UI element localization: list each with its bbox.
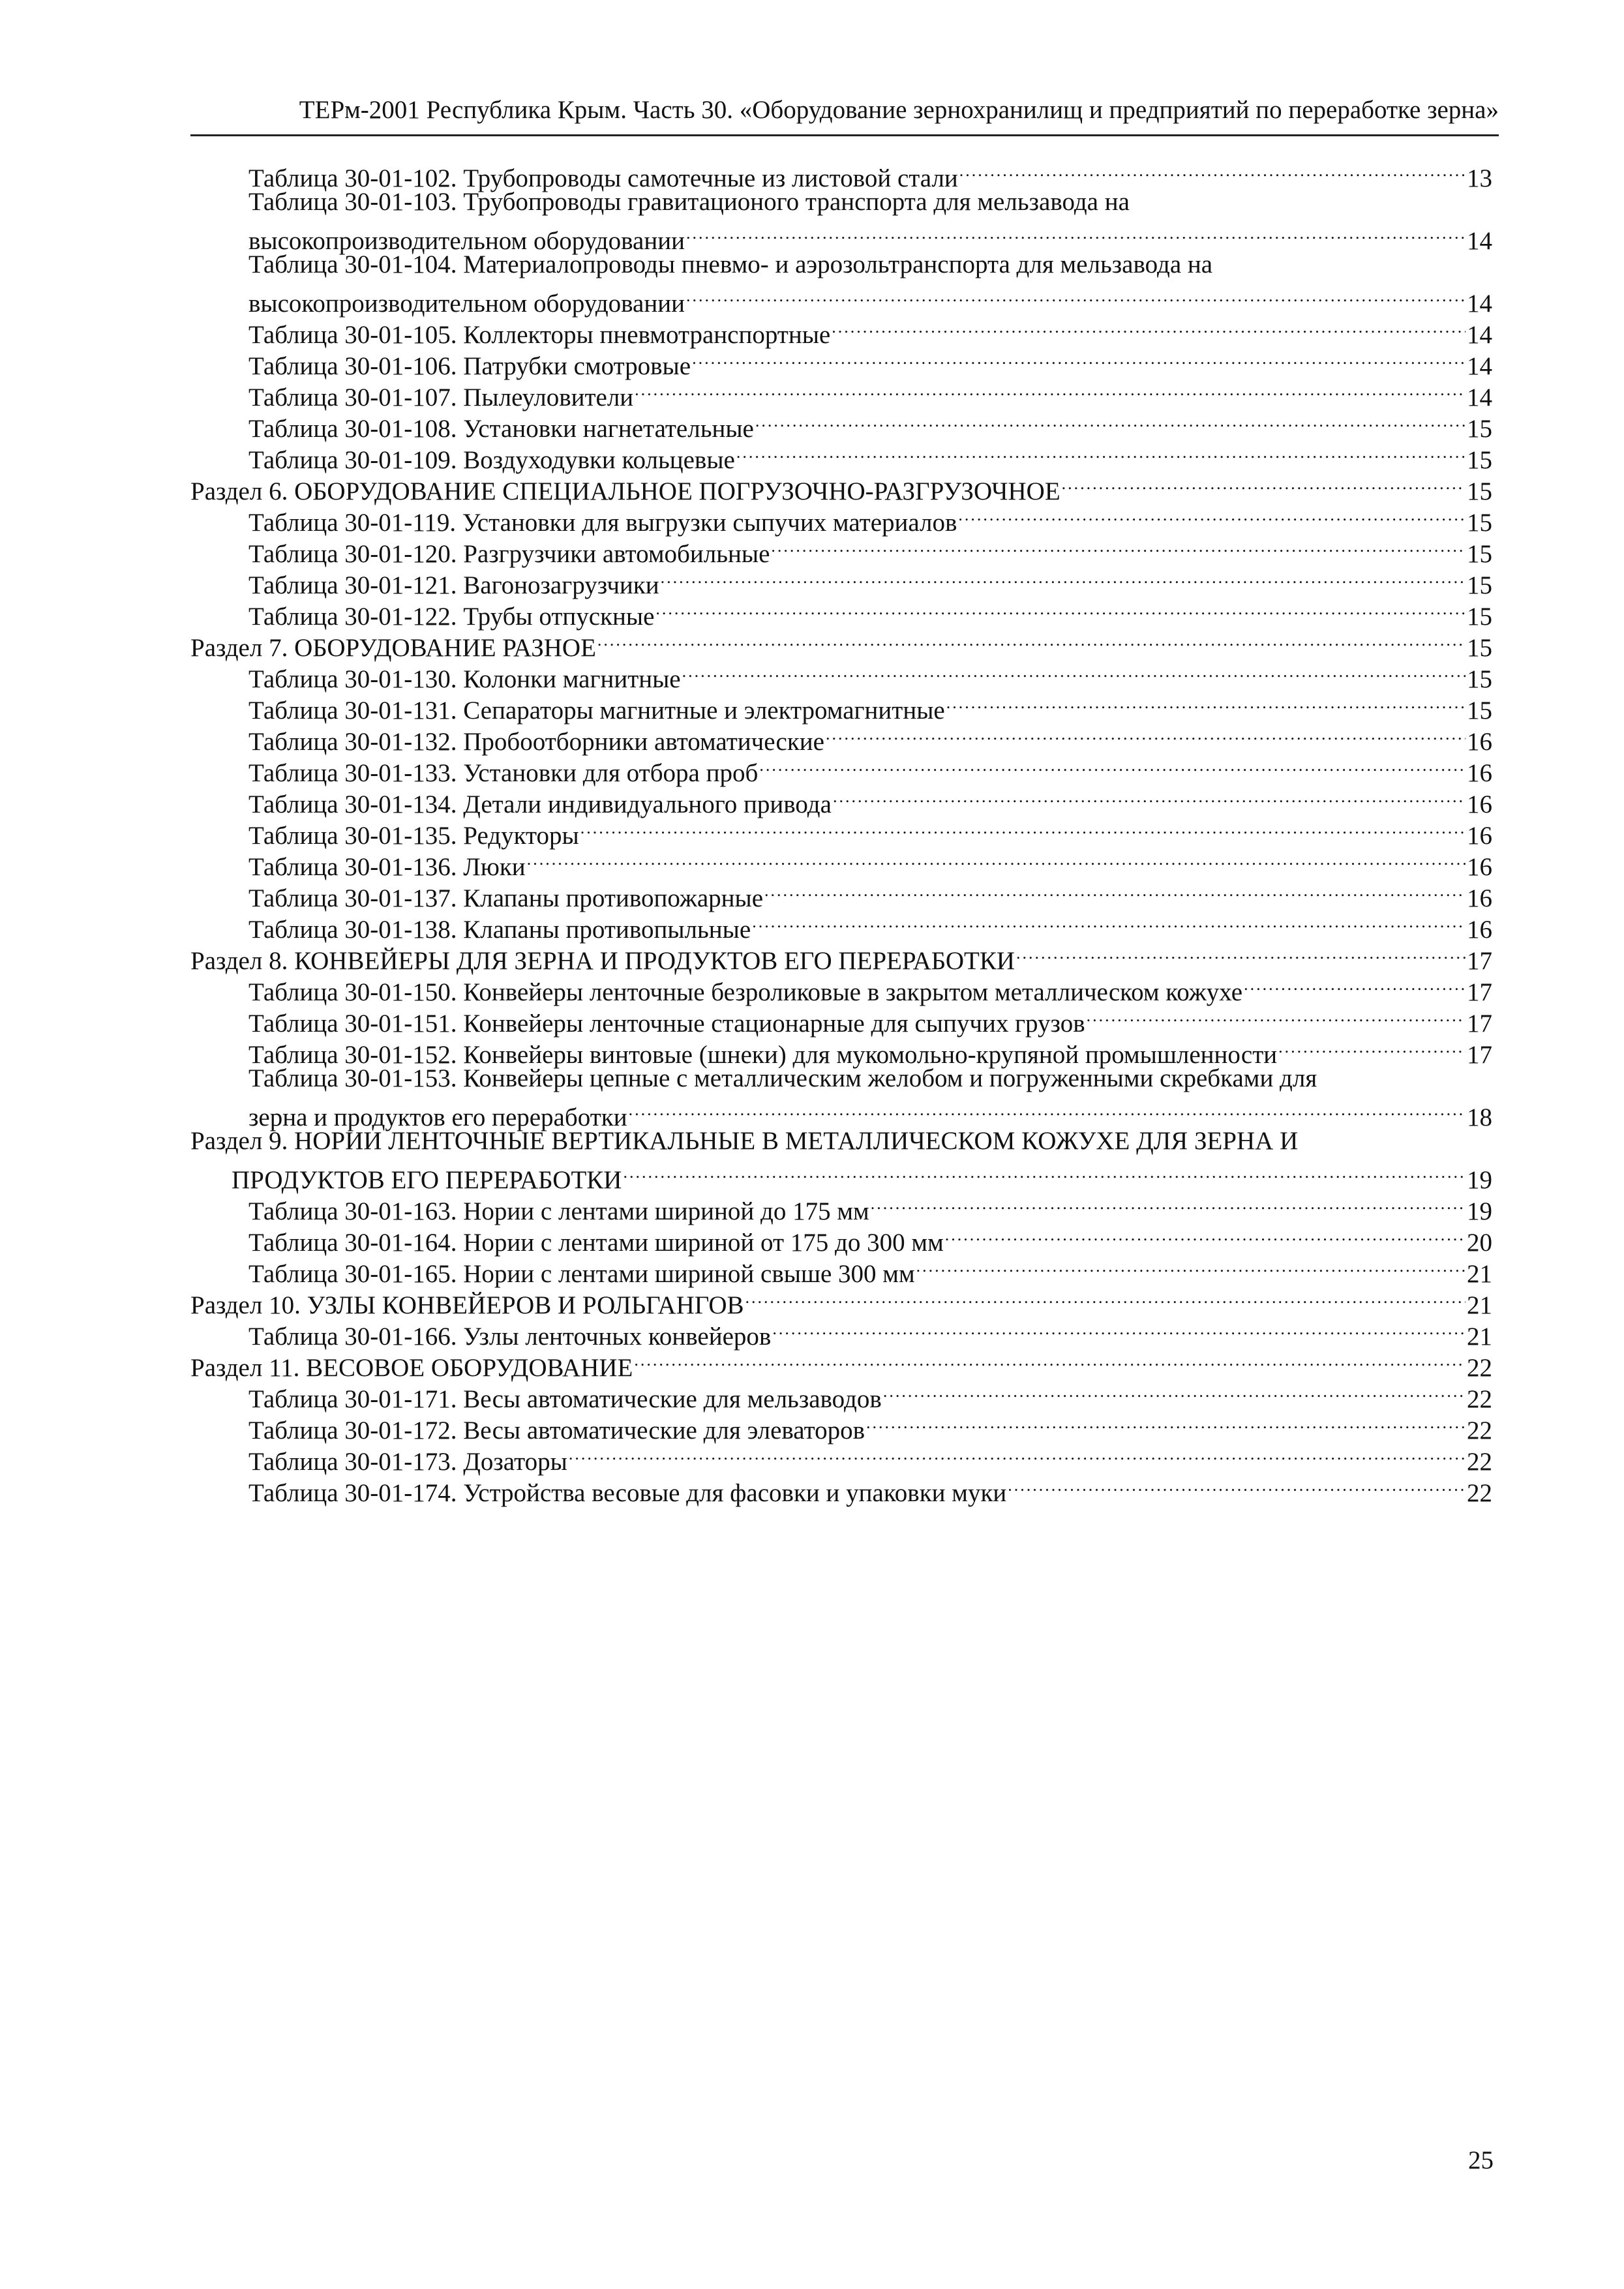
- toc-table-entry[interactable]: [248, 593, 1492, 631]
- toc-section-entry[interactable]: [190, 1126, 1492, 1157]
- toc-table-entry[interactable]: [248, 312, 1492, 349]
- toc-entry-title: Таблица 30-01-106. Патрубки смотровые: [248, 352, 691, 380]
- toc-page-number: 17: [1467, 947, 1492, 975]
- toc-entry-title: Таблица 30-01-138. Клапаны противопыльные: [248, 916, 751, 944]
- toc-entry-title: высокопроизводительном оборудовании: [248, 290, 685, 318]
- toc-dot-leader: [736, 437, 1466, 468]
- toc-table-entry[interactable]: [248, 374, 1492, 411]
- toc-page-number: 14: [1467, 290, 1492, 318]
- toc-page-number: 19: [1467, 1166, 1492, 1194]
- toc-table-entry[interactable]: [248, 562, 1492, 599]
- toc-dot-leader: [1016, 938, 1466, 969]
- toc-entry-title: Таблица 30-01-134. Детали индивидуального привода: [248, 790, 832, 818]
- toc-entry-title: Таблица 30-01-163. Нории с лентами шириной до 175 мм: [248, 1197, 869, 1225]
- toc-table-entry[interactable]: [248, 1439, 1492, 1476]
- toc-dot-leader: [755, 406, 1466, 437]
- toc-page-number: 17: [1467, 978, 1492, 1006]
- toc-entry-title: Таблица 30-01-135. Редукторы: [248, 822, 579, 850]
- toc-table-entry[interactable]: [248, 343, 1492, 380]
- toc-dot-leader: [635, 374, 1466, 406]
- toc-dot-leader: [764, 875, 1466, 906]
- toc-dot-leader: [958, 500, 1466, 531]
- toc-dot-leader: [771, 531, 1466, 562]
- toc-page-number: 15: [1467, 477, 1492, 505]
- toc-entry-title: Таблица 30-01-173. Дозаторы: [248, 1448, 567, 1476]
- toc-table-entry[interactable]: [248, 687, 1492, 725]
- toc-page-number: 22: [1467, 1385, 1492, 1413]
- toc-dot-leader: [623, 1157, 1466, 1188]
- toc-entry-title: ПРОДУКТОВ ЕГО ПЕРЕРАБОТКИ: [232, 1166, 622, 1194]
- toc-page-number: 15: [1467, 634, 1492, 662]
- toc-entry-title: Таблица 30-01-131. Сепараторы магнитные и электромагнитные: [248, 696, 945, 725]
- toc-table-entry[interactable]: [248, 781, 1492, 818]
- toc-table-entry[interactable]: [248, 1219, 1492, 1257]
- toc-page-number: 22: [1467, 1448, 1492, 1476]
- toc-table-entry[interactable]: [248, 1094, 1492, 1131]
- toc-dot-leader: [745, 1282, 1466, 1313]
- toc-page-number: 16: [1467, 759, 1492, 787]
- toc-table-entry[interactable]: [248, 875, 1492, 912]
- toc-entry-title: Таблица 30-01-107. Пылеуловители: [248, 383, 634, 411]
- toc-dot-leader: [686, 218, 1466, 249]
- toc-dot-leader: [945, 1219, 1466, 1251]
- toc-section-entry[interactable]: [190, 468, 1492, 505]
- toc-table-entry[interactable]: [248, 437, 1492, 474]
- toc-entry-title: Таблица 30-01-151. Конвейеры ленточные стационарные для сыпучих грузов: [248, 1010, 1085, 1038]
- toc-dot-leader: [772, 1313, 1466, 1345]
- toc-table-entry[interactable]: [248, 1032, 1492, 1069]
- toc-table-entry[interactable]: [232, 1157, 1492, 1194]
- toc-entry-title: Раздел 11. ВЕСОВОЕ ОБОРУДОВАНИЕ: [190, 1354, 633, 1382]
- page-header: ТЕРм-2001 Республика Крым. Часть 30. «Оборудование зернохранилищ и предприятий по переработке зерна»: [299, 96, 1499, 124]
- toc-dot-leader: [661, 562, 1466, 593]
- toc-table-entry[interactable]: [248, 1407, 1492, 1444]
- toc-page-number: 22: [1467, 1479, 1492, 1507]
- toc-page-number: 19: [1467, 1197, 1492, 1225]
- toc-page-number: 20: [1467, 1229, 1492, 1257]
- toc-table-entry[interactable]: [248, 187, 1492, 218]
- toc-page-number: 21: [1467, 1323, 1492, 1351]
- toc-page-number: 15: [1467, 665, 1492, 693]
- toc-dot-leader: [629, 1094, 1466, 1126]
- toc-entry-title: Таблица 30-01-109. Воздуходувки кольцевые: [248, 446, 735, 474]
- toc-table-entry[interactable]: [248, 1000, 1492, 1038]
- toc-entry-title: Таблица 30-01-171. Весы автоматические для мельзаводов: [248, 1385, 882, 1413]
- toc-page-number: 16: [1467, 916, 1492, 944]
- toc-page-number: 15: [1467, 571, 1492, 599]
- toc-entry-title: Таблица 30-01-102. Трубопроводы самотечные из листовой стали: [248, 164, 958, 192]
- toc-table-entry[interactable]: [248, 280, 1492, 318]
- toc-page-number: 16: [1467, 822, 1492, 850]
- toc-entry-title: Таблица 30-01-119. Установки для выгрузки сыпучих материалов: [248, 509, 957, 537]
- toc-page-number: 21: [1467, 1260, 1492, 1288]
- toc-table-entry[interactable]: [248, 1188, 1492, 1225]
- toc-page-number: 14: [1467, 383, 1492, 411]
- toc-dot-leader: [1278, 1032, 1466, 1063]
- toc-page-number: 16: [1467, 790, 1492, 818]
- toc-page-number: 14: [1467, 321, 1492, 349]
- toc-dot-leader: [871, 1188, 1466, 1219]
- toc-page-number: 22: [1467, 1416, 1492, 1444]
- toc-dot-leader: [832, 312, 1466, 343]
- toc-table-entry[interactable]: [248, 906, 1492, 944]
- toc-page-number: 13: [1467, 164, 1492, 192]
- toc-entry-title: Таблица 30-01-133. Установки для отбора проб: [248, 759, 759, 787]
- toc-table-entry[interactable]: [248, 155, 1492, 192]
- toc-dot-leader: [569, 1439, 1466, 1470]
- toc-entry-title: Таблица 30-01-121. Вагонозагрузчики: [248, 571, 659, 599]
- toc-entry-title: Таблица 30-01-120. Разгрузчики автомобильные: [248, 540, 770, 568]
- toc-entry-title: Раздел 6. ОБОРУДОВАНИЕ СПЕЦИАЛЬНОЕ ПОГРУЗОЧНО-РАЗГРУЗОЧНОЕ: [190, 477, 1060, 505]
- toc-page-number: 15: [1467, 446, 1492, 474]
- toc-table-entry[interactable]: [248, 1313, 1492, 1351]
- toc-entry-title: Таблица 30-01-152. Конвейеры винтовые (шнеки) для мукомольно-крупяной промышленности: [248, 1041, 1278, 1069]
- toc-page-number: 15: [1467, 415, 1492, 443]
- toc-entry-title: Таблица 30-01-108. Установки нагнетательные: [248, 415, 754, 443]
- toc-table-entry[interactable]: [248, 969, 1492, 1006]
- toc-table-entry[interactable]: [248, 531, 1492, 568]
- toc-table-entry[interactable]: [248, 249, 1492, 280]
- toc-table-entry[interactable]: [248, 218, 1492, 255]
- toc-page-number: 17: [1467, 1041, 1492, 1069]
- toc-entry-title: Таблица 30-01-105. Коллекторы пневмотранспортные: [248, 321, 831, 349]
- toc-table-entry[interactable]: [248, 1251, 1492, 1288]
- toc-entry-title: Таблица 30-01-174. Устройства весовые для фасовки и упаковки муки: [248, 1479, 1007, 1507]
- toc-entry-title: Таблица 30-01-150. Конвейеры ленточные безроликовые в закрытом металлическом кожухе: [248, 978, 1243, 1006]
- toc-table-entry[interactable]: [248, 656, 1492, 693]
- toc-dot-leader: [916, 1251, 1466, 1282]
- toc-entry-title: Раздел 8. КОНВЕЙЕРЫ ДЛЯ ЗЕРНА И ПРОДУКТОВ ЕГО ПЕРЕРАБОТКИ: [190, 947, 1015, 975]
- toc-dot-leader: [946, 687, 1466, 719]
- toc-page-number: 21: [1467, 1291, 1492, 1319]
- toc-dot-leader: [1062, 468, 1466, 500]
- toc-dot-leader: [580, 813, 1466, 844]
- toc-dot-leader: [883, 1376, 1466, 1407]
- toc-entry-title: Таблица 30-01-130. Колонки магнитные: [248, 665, 681, 693]
- toc-entry-title: Таблица 30-01-164. Нории с лентами шириной от 175 до 300 мм: [248, 1229, 944, 1257]
- toc-page-number: 16: [1467, 853, 1492, 881]
- toc-dot-leader: [692, 343, 1466, 374]
- toc-page-number: 16: [1467, 884, 1492, 912]
- toc-table-entry[interactable]: [248, 719, 1492, 756]
- toc-entry-title: Раздел 7. ОБОРУДОВАНИЕ РАЗНОЕ: [190, 634, 596, 662]
- table-of-contents: [0, 155, 1624, 1507]
- toc-page-number: 18: [1467, 1103, 1492, 1131]
- toc-dot-leader: [752, 906, 1466, 938]
- toc-dot-leader: [833, 781, 1466, 813]
- toc-table-entry[interactable]: [248, 813, 1492, 850]
- page-number: 25: [1468, 2146, 1494, 2174]
- toc-dot-leader: [866, 1407, 1466, 1439]
- toc-dot-leader: [682, 656, 1466, 687]
- toc-section-entry[interactable]: [190, 938, 1492, 975]
- toc-entry-title: Таблица 30-01-153. Конвейеры цепные с металлическим желобом и погруженными скребками для: [248, 1064, 1317, 1092]
- toc-table-entry[interactable]: [248, 1376, 1492, 1413]
- toc-page-number: 14: [1467, 227, 1492, 255]
- header-divider: [190, 134, 1499, 136]
- toc-dot-leader: [597, 625, 1466, 656]
- toc-entry-title: Таблица 30-01-136. Люки: [248, 853, 526, 881]
- toc-table-entry[interactable]: [248, 1063, 1492, 1094]
- toc-page-number: 14: [1467, 352, 1492, 380]
- toc-dot-leader: [1244, 969, 1466, 1000]
- toc-page-number: 15: [1467, 540, 1492, 568]
- toc-entry-title: Таблица 30-01-104. Материалопроводы пневмо- и аэрозольтранспорта для мельзавода на: [248, 250, 1213, 278]
- toc-entry-title: Раздел 9. НОРИИ ЛЕНТОЧНЫЕ ВЕРТИКАЛЬНЫЕ В МЕТАЛЛИЧЕСКОМ КОЖУХЕ ДЛЯ ЗЕРНА И: [190, 1127, 1299, 1155]
- toc-table-entry[interactable]: [248, 406, 1492, 443]
- toc-table-entry[interactable]: [248, 844, 1492, 881]
- toc-section-entry[interactable]: [190, 1282, 1492, 1319]
- toc-dot-leader: [634, 1345, 1466, 1376]
- toc-table-entry[interactable]: [248, 500, 1492, 537]
- toc-dot-leader: [826, 719, 1466, 750]
- toc-dot-leader: [959, 155, 1466, 187]
- toc-page-number: 15: [1467, 509, 1492, 537]
- toc-entry-title: Таблица 30-01-132. Пробоотборники автоматические: [248, 728, 824, 756]
- toc-dot-leader: [686, 280, 1466, 312]
- toc-page-number: 22: [1467, 1354, 1492, 1382]
- toc-dot-leader: [655, 593, 1466, 625]
- toc-entry-title: Таблица 30-01-122. Трубы отпускные: [248, 603, 655, 631]
- toc-dot-leader: [527, 844, 1466, 875]
- toc-entry-title: Таблица 30-01-166. Узлы ленточных конвейеров: [248, 1323, 772, 1351]
- toc-dot-leader: [759, 750, 1466, 781]
- toc-dot-leader: [1008, 1470, 1466, 1501]
- toc-entry-title: высокопроизводительном оборудовании: [248, 227, 685, 255]
- toc-entry-title: Таблица 30-01-103. Трубопроводы гравитационого транспорта для мельзавода на: [248, 188, 1130, 216]
- toc-entry-title: Таблица 30-01-172. Весы автоматические для элеваторов: [248, 1416, 865, 1444]
- toc-table-entry[interactable]: [248, 1470, 1492, 1507]
- toc-entry-title: Таблица 30-01-137. Клапаны противопожарные: [248, 884, 764, 912]
- toc-entry-title: зерна и продуктов его переработки: [248, 1103, 627, 1131]
- toc-entry-title: Раздел 10. УЗЛЫ КОНВЕЙЕРОВ И РОЛЬГАНГОВ: [190, 1291, 744, 1319]
- toc-page-number: 15: [1467, 603, 1492, 631]
- toc-dot-leader: [1087, 1000, 1466, 1032]
- toc-page-number: 15: [1467, 696, 1492, 725]
- toc-page-number: 16: [1467, 728, 1492, 756]
- toc-table-entry[interactable]: [248, 750, 1492, 787]
- toc-section-entry[interactable]: [190, 1345, 1492, 1382]
- toc-section-entry[interactable]: [190, 625, 1492, 662]
- toc-page-number: 17: [1467, 1010, 1492, 1038]
- toc-entry-title: Таблица 30-01-165. Нории с лентами шириной свыше 300 мм: [248, 1260, 915, 1288]
